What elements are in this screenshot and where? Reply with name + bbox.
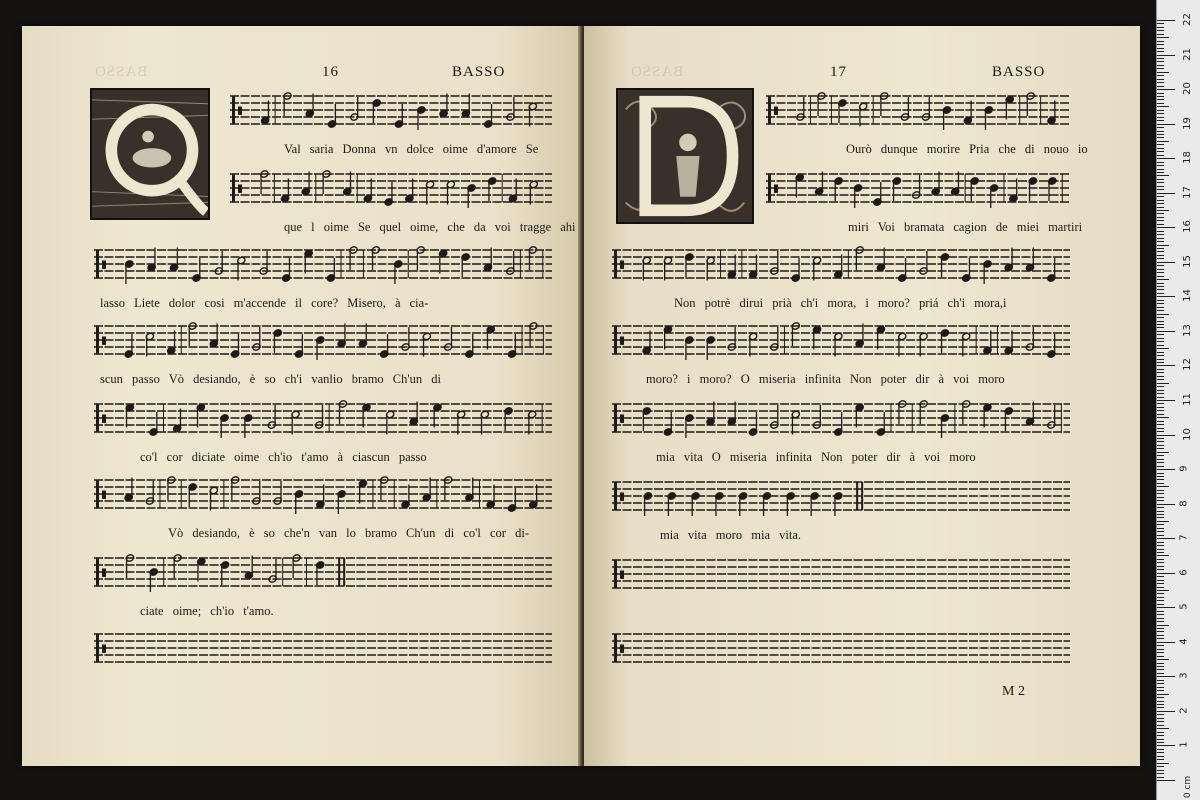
ruler-tick [1157,497,1164,498]
ruler-tick [1157,417,1169,418]
music-staff [612,242,1070,286]
ruler-tick [1157,220,1164,221]
ruler-tick [1157,576,1164,577]
ruler-tick [1157,341,1164,342]
ruler-tick [1157,414,1164,415]
ruler-tick [1157,673,1164,674]
music-staff-final [94,550,552,594]
music-staff [94,472,552,516]
ruler-tick [1157,272,1164,273]
ruler-tick [1157,283,1164,284]
ruler-tick [1157,296,1175,297]
ruler-tick [1157,86,1164,87]
ruler-tick [1157,780,1175,781]
ruler-tick [1157,58,1164,59]
ruler-tick [1157,96,1164,97]
ruler-unit: 0 cm [1183,775,1194,799]
ruler-tick [1157,262,1175,263]
ruler-tick [1157,483,1164,484]
ruler-tick [1157,666,1164,667]
ruler-tick [1157,701,1164,702]
ruler-tick [1157,117,1164,118]
ruler-tick [1157,379,1164,380]
ruler-tick [1157,707,1164,708]
ruler-tick [1157,23,1164,24]
ruler-tick [1157,303,1164,304]
ruler-tick [1157,752,1164,753]
ruler-number: 2 [1178,707,1190,714]
ruler-tick [1157,162,1164,163]
ruler-tick [1157,625,1169,626]
ruler-number: 4 [1178,638,1190,645]
ruler-tick [1157,773,1164,774]
lyric-line: Val saria Donna vn dolce oime d'amore Se [284,142,539,156]
ruler-tick [1157,649,1164,650]
ruler-tick [1157,293,1164,294]
ruler-number: 7 [1178,534,1190,541]
ruler-tick [1157,365,1175,366]
ruler-tick [1157,441,1164,442]
ruler-tick [1157,663,1164,664]
ruler-tick [1157,448,1164,449]
ruler-tick [1157,41,1164,42]
ruler-tick [1157,562,1164,563]
ruler-tick [1157,144,1164,145]
ruler-tick [1157,635,1164,636]
ruler-tick [1157,165,1164,166]
lyric-line: mia vita O miseria infinita Non poter dir à voi moro [656,450,976,464]
ruler-tick [1157,403,1164,404]
ruler-tick [1157,777,1164,778]
ruler-tick [1157,759,1164,760]
music-staff [94,396,552,440]
music-staff [766,88,1070,132]
ruler-number: 3 [1178,672,1190,680]
ruler-tick [1157,241,1164,242]
ruler-tick [1157,251,1164,252]
ruler-tick [1157,445,1164,446]
ruler-tick [1157,352,1164,353]
empty-staff [612,626,1070,670]
ruler-tick [1157,372,1164,373]
ruler-number: 19 [1181,116,1193,130]
ruler-tick [1157,628,1164,629]
ruler-tick [1157,383,1169,384]
ruler-tick [1157,131,1164,132]
ruler-tick [1157,321,1164,322]
ruler-number: 10 [1181,427,1193,441]
ruler-tick [1157,687,1164,688]
bleedthrough-header: BASSO [94,64,148,80]
ruler-tick [1157,410,1164,411]
ruler-tick [1157,386,1164,387]
ruler-tick [1157,631,1164,632]
ruler-tick [1157,238,1164,239]
ruler-tick [1157,348,1169,349]
ruler-tick [1157,30,1164,31]
ruler-tick [1157,725,1164,726]
empty-staff [94,626,552,670]
ruler-tick [1157,669,1164,670]
ruler-tick [1157,424,1164,425]
ruler-tick [1157,621,1164,622]
ruler-tick [1157,555,1169,556]
ruler-tick [1157,718,1164,719]
ruler-tick [1157,697,1164,698]
ruler-tick [1157,113,1164,114]
ruler-tick [1157,65,1164,66]
ruler-tick [1157,155,1164,156]
ruler-tick [1157,452,1169,453]
lyric-line: ciate oime; ch'io t'amo. [140,604,274,618]
ruler-tick [1157,217,1164,218]
ruler-tick [1157,559,1164,560]
decorated-initial-d [616,88,754,224]
music-staff-final [612,474,1070,518]
lyric-line: que l oime Se quel oime, che da voi tragge ahi [284,220,576,234]
ruler-number: 11 [1181,393,1193,406]
music-staff [230,88,552,132]
ruler-tick [1157,334,1164,335]
ruler-tick [1157,538,1175,539]
ruler-tick [1157,397,1164,398]
lyric-line: moro? i moro? O miseria infinita Non poter dir à voi moro [646,372,1005,386]
ruler-number: 21 [1181,47,1193,61]
ruler-tick [1157,656,1164,657]
ruler-tick [1157,93,1164,94]
ruler-tick [1157,407,1164,408]
ruler-number: 16 [1181,220,1193,234]
ruler-tick [1157,245,1169,246]
ruler-tick [1157,203,1164,204]
ruler-number: 6 [1178,569,1190,576]
lyric-line: Non potrè dirui prià ch'i mora, i moro? priá ch'i mora,i [674,296,1007,310]
lyric-line: scun passo Vò desiando, è so ch'i vanlio bramo Ch'un di [100,372,441,386]
ruler-tick [1157,224,1164,225]
music-staff [766,166,1070,210]
ruler-tick [1157,310,1164,311]
ruler-tick [1157,535,1164,536]
ruler-tick [1157,269,1164,270]
ruler-tick [1157,400,1175,401]
ruler-tick [1157,739,1164,740]
ruler-tick [1157,587,1164,588]
ruler-tick [1157,231,1164,232]
ruler-tick [1157,110,1164,111]
ruler-tick [1157,569,1164,570]
ruler-tick [1157,124,1175,125]
right-page [584,26,1140,766]
ruler-tick [1157,652,1164,653]
ruler-tick [1157,659,1169,660]
ruler-tick [1157,34,1164,35]
ruler-tick [1157,504,1175,505]
open-book [22,26,1140,768]
ruler-tick [1157,169,1164,170]
ruler-tick [1157,265,1164,266]
ruler-tick [1157,276,1164,277]
ruler-tick [1157,255,1164,256]
ruler-tick [1157,234,1164,235]
ruler-number: 9 [1178,465,1190,472]
ruler-tick [1157,683,1164,684]
ruler-number: 18 [1181,151,1193,165]
ruler-tick [1157,207,1164,208]
ruler-tick [1157,55,1175,56]
ruler-tick [1157,393,1164,394]
ruler-tick [1157,44,1164,45]
ruler-tick [1157,189,1164,190]
ruler-tick [1157,103,1164,104]
ruler-tick [1157,479,1164,480]
ruler-tick [1157,289,1164,290]
lyric-line: Ourò dunque morire Pria che di nouo io [846,142,1088,156]
ruler-tick [1157,137,1164,138]
page-number: 17 [830,64,847,80]
ruler-tick [1157,37,1169,38]
music-staff [94,318,552,362]
ruler-tick [1157,279,1169,280]
empty-staff [612,552,1070,596]
ruler-tick [1157,721,1164,722]
ruler-tick [1157,369,1164,370]
ruler-tick [1157,611,1164,612]
ruler-tick [1157,172,1164,173]
ruler-number: 22 [1181,13,1193,26]
ruler-tick [1157,421,1164,422]
ruler-tick [1157,362,1164,363]
ruler-tick [1157,317,1164,318]
ruler-tick [1157,182,1164,183]
music-staff [612,396,1070,440]
ruler-tick [1157,473,1164,474]
ruler-tick [1157,48,1164,49]
ruler-tick [1157,766,1164,767]
ruler-tick [1157,196,1164,197]
ruler-tick [1157,462,1164,463]
ruler-tick [1157,327,1164,328]
ruler-tick [1157,583,1164,584]
ruler-tick [1157,466,1164,467]
ruler-tick [1157,151,1164,152]
ruler-tick [1157,134,1164,135]
ruler-tick [1157,148,1164,149]
ruler-tick [1157,89,1175,90]
ruler-tick [1157,704,1164,705]
lyric-line: mia vita moro mia vita. [660,528,801,542]
ruler-tick [1157,728,1169,729]
ruler-tick [1157,756,1164,757]
ruler-tick [1157,345,1164,346]
ruler-tick [1157,186,1164,187]
ruler-tick [1157,690,1164,691]
lyric-line: co'l cor diciate oime ch'io t'amo à ciascun passo [140,450,427,464]
ruler-tick [1157,75,1164,76]
ruler-number: 5 [1178,603,1190,610]
ruler-tick [1157,476,1164,477]
ruler-tick [1157,428,1164,429]
ruler-tick [1157,72,1169,73]
ruler-tick [1157,127,1164,128]
ruler-tick [1157,514,1164,515]
ruler-tick [1157,359,1164,360]
left-page [22,26,582,766]
ruler-tick [1157,517,1164,518]
ruler-tick [1157,711,1175,712]
ruler-tick [1157,82,1164,83]
ruler-tick [1157,676,1175,677]
ruler-tick [1157,593,1164,594]
ruler-tick [1157,573,1175,574]
ruler-tick [1157,742,1164,743]
ruler-tick [1157,27,1164,28]
ruler-tick [1157,500,1164,501]
ruler-tick [1157,521,1169,522]
ruler-tick [1157,431,1164,432]
ruler-tick [1157,642,1175,643]
ruler-tick [1157,324,1164,325]
music-staff [612,318,1070,362]
woodcut-initial-image [618,90,752,222]
lyric-line: lasso Liete dolor cosi m'accende il core? Misero, à cia- [100,296,429,310]
ruler-tick [1157,438,1164,439]
ruler-tick [1157,314,1169,315]
ruler-tick [1157,307,1164,308]
ruler-tick [1157,486,1169,487]
ruler-number: 13 [1181,324,1193,337]
ruler-tick [1157,645,1164,646]
ruler-tick [1157,99,1164,100]
ruler-tick [1157,638,1164,639]
music-staff [94,242,552,286]
ruler-tick [1157,597,1164,598]
ruler-tick [1157,490,1164,491]
ruler-tick [1157,193,1175,194]
ruler-tick [1157,68,1164,69]
music-staff [230,166,552,210]
measuring-ruler [1156,0,1200,800]
ruler-tick [1157,79,1164,80]
ruler-number: 14 [1181,289,1193,303]
ruler-tick [1157,607,1175,608]
ruler-tick [1157,614,1164,615]
ruler-tick [1157,141,1169,142]
ruler-tick [1157,51,1164,52]
ruler-tick [1157,469,1175,470]
decorated-initial-q [90,88,210,220]
ruler-tick [1157,749,1164,750]
ruler-tick [1157,179,1164,180]
voice-part-header: BASSO [452,64,506,80]
ruler-tick [1157,590,1169,591]
ruler-tick [1157,714,1164,715]
ruler-tick [1157,20,1175,21]
ruler-tick [1157,528,1164,529]
ruler-tick [1157,763,1169,764]
ruler-tick [1157,338,1164,339]
ruler-tick [1157,566,1164,567]
ruler-number: 15 [1181,254,1193,268]
signature-mark: M 2 [1002,684,1025,699]
page-number: 16 [322,64,339,80]
ruler-tick [1157,120,1164,121]
bleedthrough-header: BASSO [630,64,684,80]
ruler-tick [1157,580,1164,581]
ruler-number: 12 [1181,358,1193,372]
ruler-tick [1157,507,1164,508]
ruler-tick [1157,200,1164,201]
ruler-tick [1157,300,1164,301]
ruler-tick [1157,286,1164,287]
ruler-tick [1157,549,1164,550]
ruler-tick [1157,745,1175,746]
ruler-tick [1157,600,1164,601]
ruler-tick [1157,106,1169,107]
ruler-number: 8 [1178,499,1190,507]
ruler-tick [1157,511,1164,512]
woodcut-initial-image [92,90,208,218]
ruler-tick [1157,376,1164,377]
ruler-number: 17 [1181,185,1193,199]
ruler-tick [1157,694,1169,695]
ruler-tick [1157,618,1164,619]
ruler-tick [1157,210,1169,211]
ruler-tick [1157,175,1169,176]
ruler-tick [1157,542,1164,543]
ruler-tick [1157,355,1164,356]
ruler-tick [1157,390,1164,391]
voice-part-header: BASSO [992,64,1046,80]
ruler-tick [1157,604,1164,605]
ruler-tick [1157,735,1164,736]
ruler-tick [1157,531,1164,532]
ruler-tick [1157,770,1164,771]
ruler-number: 20 [1181,82,1193,95]
ruler-tick [1157,435,1175,436]
ruler-tick [1157,493,1164,494]
lyric-line: Vò desiando, è so che'n van lo bramo Ch'un di co'l cor di- [168,526,529,540]
lyric-line: miri Voi bramata cagion de miei martiri [848,220,1083,234]
ruler-tick [1157,227,1175,228]
ruler-tick [1157,680,1164,681]
ruler-tick [1157,248,1164,249]
ruler-tick [1157,545,1164,546]
ruler-tick [1157,524,1164,525]
ruler-tick [1157,552,1164,553]
ruler-tick [1157,455,1164,456]
ruler-tick [1157,258,1164,259]
ruler-tick [1157,158,1175,159]
ruler-tick [1157,331,1175,332]
ruler-tick [1157,732,1164,733]
ruler-tick [1157,213,1164,214]
ruler-tick [1157,459,1164,460]
ruler-number: 1 [1178,741,1190,749]
ruler-tick [1157,61,1164,62]
